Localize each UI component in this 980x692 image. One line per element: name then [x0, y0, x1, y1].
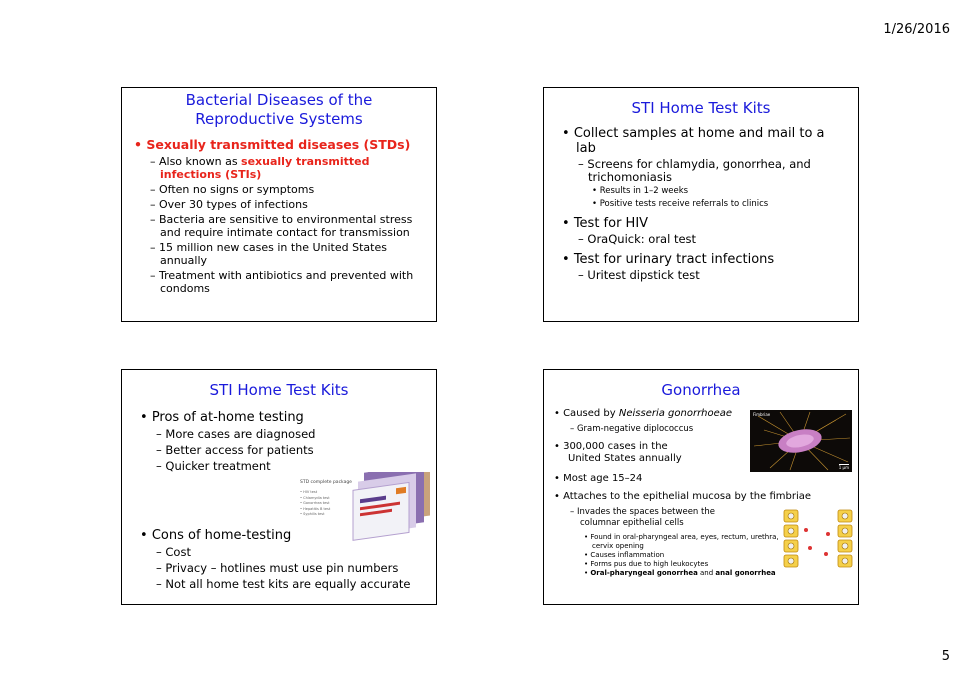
sub-sub-item: • Causes inflammation [584, 551, 665, 559]
sub-aka: – Also known as sexually transmitted infections (STIs) [150, 155, 370, 181]
sub-item: – Quicker treatment [156, 459, 271, 473]
image-list-item: • HIV test [300, 490, 318, 494]
sub-sub-item: • Forms pus due to high leukocytes [584, 560, 709, 568]
photo-label: Fimbriae [753, 412, 771, 417]
sub-invades: – Invades the spaces between the columnar epithelial cells [570, 507, 715, 528]
slide-date: 1/26/2016 [883, 22, 950, 37]
sub-item: – More cases are diagnosed [156, 427, 316, 441]
bullet-collect: • Collect samples at home and mail to a lab [562, 126, 825, 156]
slide-gonorrhea [543, 369, 859, 605]
bullet-stds: • Sexually transmitted diseases (STDs) [134, 137, 411, 152]
slide-title: Bacterial Diseases of the Reproductive Systems [185, 91, 373, 128]
sub-sub-item: • Oral-pharyngeal gonorrhea and anal gonorrhea [584, 569, 776, 577]
sub-item: – Treatment with antibiotics and prevented with condoms [150, 269, 414, 295]
image-list-item: • Hepatitis B test [300, 506, 331, 511]
epithelial-diagram [782, 508, 854, 578]
image-list-item: • Gonorrhea test [300, 501, 330, 505]
sub-sub-item: • Positive tests receive referrals to clinics [592, 199, 769, 209]
page-number: 5 [941, 649, 950, 664]
sub-item: – Not all home test kits are equally accurate [156, 577, 411, 591]
slide-title: STI Home Test Kits [631, 99, 771, 117]
bullet-uti: • Test for urinary tract infections [562, 252, 775, 267]
bullet-caused-by: • Caused by Neisseria gonorrhoeae [554, 408, 733, 419]
sub-oraquick: – OraQuick: oral test [578, 232, 697, 246]
bullet-hiv: • Test for HIV [562, 216, 649, 231]
bullet-pros: • Pros of at-home testing [140, 410, 304, 425]
image-caption: STD complete package [300, 480, 352, 485]
bullet-cons: • Cons of home-testing [140, 528, 292, 543]
sub-sub-item: • Found in oral-pharyngeal area, eyes, rectum, urethra, cervix opening [584, 533, 779, 550]
test-kit-image [298, 472, 432, 546]
bullet-cases: • 300,000 cases in the United States annually [554, 441, 682, 464]
sub-item: – Cost [156, 545, 191, 559]
sub-sub-item: • Results in 1–2 weeks [592, 186, 689, 196]
sub-item: – Often no signs or symptoms [150, 183, 315, 196]
sub-item: – 15 million new cases in the United States annually [150, 241, 387, 267]
photo-scale: 1 μm [838, 465, 849, 470]
image-list-item: • Chlamydia test [300, 495, 330, 500]
slide-title: Gonorrhea [661, 381, 741, 399]
sub-gram-negative: – Gram-negative diplococcus [570, 424, 694, 434]
sub-item: – Bacteria are sensitive to environmental stress and require intimate contact for transmission [150, 213, 413, 239]
sub-screens: – Screens for chlamydia, gonorrhea, and trichomoniasis [578, 157, 811, 184]
sub-item: – Privacy – hotlines must use pin numbers [156, 561, 399, 575]
sub-item: – Better access for patients [156, 443, 314, 457]
sub-item: – Over 30 types of infections [150, 198, 308, 211]
image-list-item: • Syphilis test [300, 512, 325, 516]
sub-uritest: – Uritest dipstick test [578, 268, 700, 282]
slide-title: STI Home Test Kits [209, 381, 349, 399]
bullet-age: • Most age 15–24 [554, 473, 643, 484]
slide-bacterial-diseases [121, 87, 437, 322]
slide-sti-home-test-kits-1 [543, 87, 859, 322]
slide-sti-home-test-kits-2 [121, 369, 437, 605]
bullet-attaches: • Attaches to the epithelial mucosa by the fimbriae [554, 491, 812, 502]
